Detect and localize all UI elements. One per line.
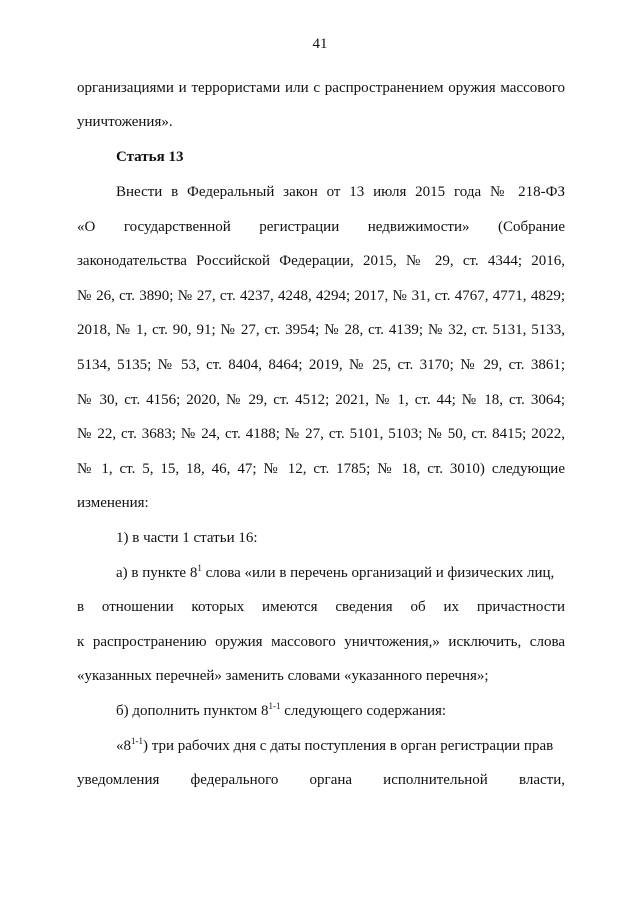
paragraph-line: № 22, ст. 3683; № 24, ст. 4188; № 27, ст. 5101, 5103; № 50, ст. 8415; 2022, bbox=[77, 426, 565, 442]
line-text: следующего содержания: bbox=[280, 703, 447, 719]
page-number: 41 bbox=[312, 36, 328, 52]
paragraph-line: 2018, № 1, ст. 90, 91; № 27, ст. 3954; № 28, ст. 4139; № 32, ст. 5131, 5133, bbox=[77, 322, 565, 338]
line-text: «8 bbox=[116, 738, 131, 754]
superscript: 1-1 bbox=[268, 701, 281, 711]
paragraph-line-sup bbox=[116, 701, 565, 721]
paragraph-line: уведомления федерального органа исполнительной власти, bbox=[77, 772, 565, 788]
line-text: а) в пункте 8 bbox=[116, 565, 198, 581]
paragraph-line: к распространению оружия массового уничтожения,» исключить, слова bbox=[77, 634, 565, 650]
paragraph-line: в отношении которых имеются сведения об их причастности bbox=[77, 599, 565, 615]
superscript: 1 bbox=[197, 563, 202, 573]
paragraph-line: Внести в Федеральный закон от 13 июля 2015 года № 218-ФЗ bbox=[116, 184, 565, 200]
paragraph-line-sup bbox=[116, 736, 565, 756]
paragraph-line-sup bbox=[116, 563, 565, 583]
paragraph-line: № 1, ст. 5, 15, 18, 46, 47; № 12, ст. 1785; № 18, ст. 3010) следующие bbox=[77, 461, 565, 477]
paragraph-line: законодательства Российской Федерации, 2015, № 29, ст. 4344; 2016, bbox=[77, 253, 565, 269]
paragraph-line: 1) в части 1 статьи 16: bbox=[116, 530, 258, 546]
paragraph-line: организациями и террористами или с распространением оружия массового bbox=[77, 80, 565, 96]
paragraph-line: изменения: bbox=[77, 495, 149, 511]
paragraph-line: уничтожения». bbox=[77, 114, 173, 130]
paragraph-line: 5134, 5135; № 53, ст. 8404, 8464; 2019, № 25, ст. 3170; № 29, ст. 3861; bbox=[77, 357, 565, 373]
article-heading: Статья 13 bbox=[116, 149, 184, 165]
paragraph-line: № 26, ст. 3890; № 27, ст. 4237, 4248, 4294; 2017, № 31, ст. 4767, 4771, 4829; bbox=[77, 288, 565, 304]
paragraph-line: «указанных перечней» заменить словами «указанного перечня»; bbox=[77, 668, 489, 684]
line-text: ) три рабочих дня с даты поступления в орган регистрации прав bbox=[143, 738, 554, 754]
superscript: 1-1 bbox=[131, 736, 143, 746]
line-text: слова «или в перечень организаций и физических лиц, bbox=[201, 565, 555, 581]
paragraph-line: «О государственной регистрации недвижимости» (Собрание bbox=[77, 219, 565, 235]
paragraph-line: № 30, ст. 4156; 2020, № 29, ст. 4512; 2021, № 1, ст. 44; № 18, ст. 3064; bbox=[77, 392, 565, 408]
line-text: б) дополнить пунктом 8 bbox=[116, 703, 269, 719]
